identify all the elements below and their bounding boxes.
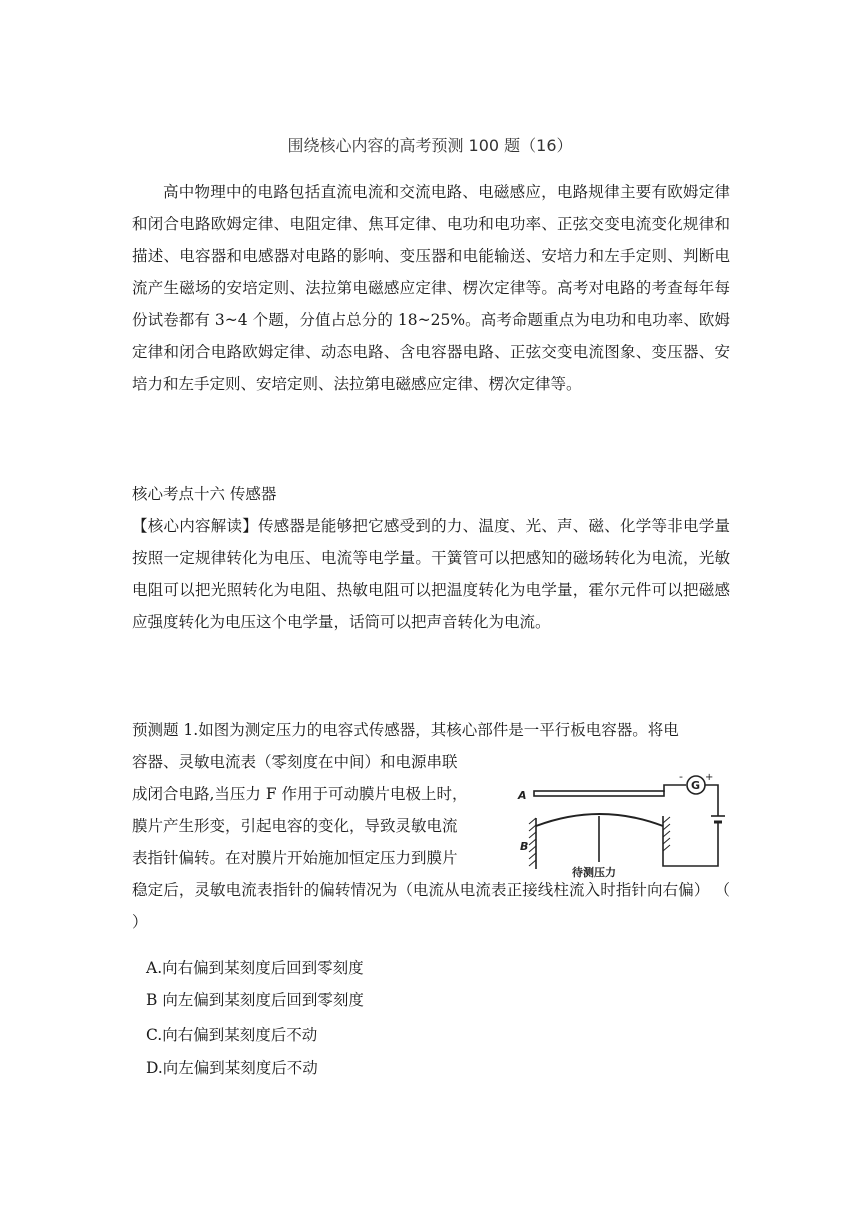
question-wrap-line: 膜片产生形变，引起电容的变化，导致灵敏电流 — [132, 817, 458, 835]
meter-label: G — [691, 779, 701, 792]
plate-a — [534, 791, 664, 796]
meter-plus: + — [705, 772, 714, 783]
question-tail: 稳定后，灵敏电流表指针的偏转情况为（电流从电流表正接线柱流入时指针向右偏） （ ） — [132, 881, 730, 931]
label-a: A — [518, 789, 527, 802]
question-wrap-line: 表指针偏转。在对膜片开始施加恒定压力到膜片 — [132, 849, 458, 867]
wire-top-left — [664, 785, 686, 792]
question-wrap-line: 成闭合电路,当压力 F 作用于可动膜片电极上时， — [132, 785, 468, 803]
option-d[interactable]: D.向左偏到某刻度后不动 — [146, 1059, 318, 1077]
interpretation-text: 【核心内容解读】传感器是能够把它感受到的力、温度、光、声、磁、化学等非电学量按照一定规律转化为电压、电流等电学量。干簧管可以把感知的磁场转化为电流，光敏电阻可以把光照转化为电阻、热敏电阻可以把温度转化为电学量，霍尔元件可以把磁感应强度转化为电压这个电学量，话筒可以把声音转化为电流。 — [132, 517, 730, 631]
pressure-caption: 待测压力 — [572, 866, 616, 879]
option-c[interactable]: C.向右偏到某刻度后不动 — [146, 1026, 318, 1044]
interpretation-paragraph — [132, 510, 730, 638]
meter-minus: - — [679, 770, 683, 783]
document-title: 围绕核心内容的高考预测 100 题（16） — [287, 136, 573, 155]
section-heading: 核心考点十六 传感器 — [132, 485, 277, 503]
option-b[interactable]: B 向左偏到某刻度后回到零刻度 — [146, 991, 364, 1009]
wire-right-upper — [705, 785, 718, 816]
option-a[interactable]: A.向右偏到某刻度后回到零刻度 — [146, 959, 364, 977]
intro-paragraph — [132, 176, 730, 400]
wire-right-lower — [663, 822, 718, 866]
capacitor-sensor-diagram — [512, 768, 734, 883]
intro-text: 高中物理中的电路包括直流电流和交流电路、电磁感应，电路规律主要有欧姆定律和闭合电路欧姆定律、电阻定律、焦耳定律、电功和电功率、正弦交变电流变化规律和描述、电容器和电感器对电路的影响、变压器和电能输送、安培力和左手定则、判断电流产生磁场的安培定则、法拉第电磁感应定律、楞次定律等。高考对电路的考查每年每份试卷都有 3~4 个题，分值占总分的 18~25%。高考命题重点为电功和电功率、欧姆定律和闭合电路欧姆定律、动态电路、含电容器电路、正弦交变电流图象、变压器、安培力和左手定则、安培定则、法拉第电磁感应定律、楞次定律等。 — [132, 183, 730, 393]
question-wrap-line: 容器、灵敏电流表（零刻度在中间）和电源串联 — [132, 753, 458, 771]
question-wrapped-text — [132, 746, 502, 874]
question-line-1: 预测题 1.如图为测定压力的电容式传感器，其核心部件是一平行板电容器。将电 — [132, 721, 679, 739]
label-b: B — [520, 840, 529, 853]
